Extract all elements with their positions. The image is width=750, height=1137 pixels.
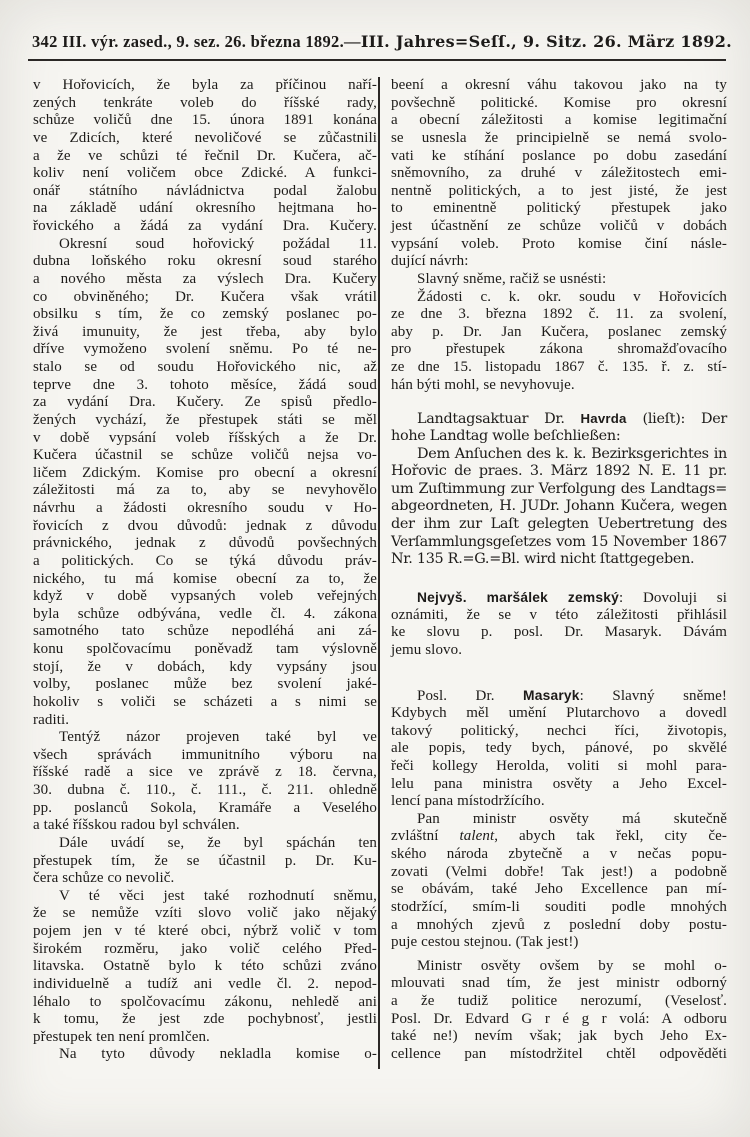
text-line: žených vychází, že přestupek státi se měl: [33, 411, 377, 428]
text-line: Verſammlungsgeſetzes vom 15 November 1867: [391, 533, 727, 550]
text-line: Landtagsaktuar Dr. Havrda (lieſt): Der: [417, 411, 728, 428]
text-line: schůze voličů dne 15. února 1891 konána: [33, 112, 377, 129]
text-line: aby p. Dr. Jan Kučera, poslanec zemský: [391, 323, 727, 340]
text-line: Posl. Dr. Masaryk: Slavný sněme!: [417, 688, 727, 705]
text-line: řovického a žádá za vydání Dra. Kučery.: [33, 218, 377, 234]
text-line: oznámiti, že se v této záležitosti přihlásil: [391, 606, 727, 623]
text-line: stodržící, smím-li souditi podle mnohých: [391, 898, 727, 915]
page-header: [32, 32, 733, 52]
text-line: k tomu, že jest zde pochybnosť, jestli: [33, 1011, 377, 1028]
text-line: jemu slovo.: [391, 641, 463, 658]
text-line: řeči kollegy Herolda, voliti si mohl para-: [391, 757, 727, 774]
text-line: Na tyto důvody nekladla komise o-: [59, 1046, 377, 1063]
text-line: Hořovic de praes. 3. März 1892 N. E. 11 pr.: [391, 463, 727, 480]
text-line: beení a okresní váhu takovou jako na ty: [391, 77, 727, 93]
text-line: hán býti mohl, se nevyhovuje.: [391, 376, 575, 393]
bold-name: Masaryk: [523, 688, 580, 704]
bold-name: Havrda: [580, 411, 627, 427]
text-line: dující návrh:: [391, 253, 469, 270]
text-line: zených tenkráte voleb do říšské rady,: [33, 94, 377, 111]
text-line: když v době vypsaných voleb veřejných: [33, 588, 377, 605]
text-line: a politických. Co se týká důvodu práv-: [33, 552, 377, 569]
text-line: onář státního návládnictva podal žalobu: [33, 182, 377, 199]
text-line: teprve dne 3. tohoto měsíce, žádá soud: [33, 376, 377, 393]
text-line: hohe Landtag wolle beſchließen:: [391, 427, 621, 444]
text-line: takový politický, nechci říci, životopis,: [391, 722, 727, 739]
text-line: V té věci jest také rozhodnutí sněmu,: [59, 887, 377, 904]
right-column: [380, 77, 727, 1069]
text-line: přestupek ten není promlčen.: [33, 1028, 210, 1045]
text-line: hokoliv s voliči se scházeti a s nimi se: [33, 693, 377, 710]
text-line: říšské radě a sice ve zprávě z 18. června,: [33, 764, 377, 781]
text-line: a mnohých zjevů z poslední doby postu-: [391, 916, 727, 933]
text-line: a že tudiž politice nerozumí, (Veselosť.: [391, 993, 727, 1009]
text-line: koliv není voličem obce Zdické. A funkci-: [33, 165, 377, 182]
text-line: to eminentně politický přestupek jako: [391, 200, 727, 217]
text-line: nentně politických, a to jest jisté, že jest: [391, 182, 727, 199]
text-line: se usnesla že principielně se nemá svolo-: [391, 129, 727, 146]
text-line: 30. dubna č. 110., č. 111., č. 211. ohledně: [33, 782, 377, 798]
text-line: pojem jen v té které obci, nýbrž volič v tom: [33, 923, 377, 939]
text-line: Nejvyš. maršálek zemský: Dovoluji si: [417, 589, 727, 606]
text-line: puje cestou stejnou. (Tak jest!): [391, 934, 579, 951]
text-line: vypsání voleb. Proto komise činí násle-: [391, 235, 727, 252]
text-line: Slavný sněme, račiž se usnésti:: [417, 270, 607, 287]
text-line: ve Zdicích, které nevoličové se zůčastnili: [33, 129, 377, 146]
text-line: a nového města za výslech Dra. Kučery: [33, 270, 377, 287]
text-line: také ne!) nevím však; jak bych Jeho Ex-: [391, 1028, 727, 1045]
text-line: ke slovu p. posl. Dr. Masaryk. Dávám: [391, 624, 727, 641]
text-line: pro přestupek zákona shromažďovacího: [391, 341, 727, 358]
text-line: zovati (Velmi dobře! Tak jest!) a podobně: [391, 863, 727, 880]
header-dash: —: [344, 32, 361, 51]
text-line: právnického, jednak z důvodů povšechných: [33, 535, 377, 552]
text-line: ze dne 3. března 1892 č. 11. za svolení,: [391, 306, 727, 323]
text-line: pp. poslanců Sokola, Kramáře a Veselého: [33, 799, 377, 816]
left-column: [33, 77, 377, 1069]
text-line: um Zuſtimmung zur Verfolgung des Landtags=: [391, 480, 727, 497]
text-line: Pan ministr osvěty má skutečně: [417, 810, 727, 827]
text-line: Žádosti c. k. okr. soudu v Hořovicích: [417, 288, 727, 305]
text-line: za vydání Dra. Kučery. Ze spisů předlo-: [33, 394, 377, 411]
text-line: na základě udání okresního hejtmana ho-: [33, 200, 377, 217]
text-line: dříve vymoženo svolení sněmu. Po té ne-: [33, 341, 377, 358]
text-line: Okresní soud hořovický požádal 11.: [59, 235, 377, 252]
text-line: byla schůze odbývána, vedle čl. 4. zákona: [33, 605, 377, 622]
text-line: a obecní záležitosti a komise legitimační: [391, 112, 727, 129]
text-line: zvláštní talent, abych tak řekl, city če-: [391, 828, 727, 845]
text-line: širokém rozměru, jako volič celého Před-: [33, 940, 377, 957]
text-line: individuelně a tudíž ani vedle čl. 2. nepod-: [33, 975, 377, 992]
text-line: lelu pana ministra osvěty a Jeho Excel-: [391, 775, 727, 792]
text-line: Posl. Dr. Edvard G r é g r volá: A odboru: [391, 1010, 727, 1027]
text-line: lencí pana místodržícího.: [391, 793, 545, 810]
text-line: Nr. 135 R.=G.=Bl. wird nicht ſtattgegeben.: [391, 551, 695, 568]
text-line: v Hořovicích, že byla za příčinou naří-: [33, 77, 377, 93]
italic-text: talent: [459, 828, 495, 845]
text-line: řovicích z dvou důvodů: jednak z důvodu: [33, 517, 377, 534]
text-line: sněmovního, za druhé v záležitostech emi-: [391, 165, 727, 182]
text-line: čera schůze co nevolič.: [33, 870, 175, 887]
text-line: samotného tato schůze nepodléhá ani zá-: [33, 623, 377, 640]
text-line: konu spolčovacímu poněvadž tam výslovně: [33, 641, 377, 657]
text-line: stalo se od soudu Hořovického nic, až: [33, 359, 377, 375]
text-line: vati ke stíhání poslance po dobu zasedání: [391, 147, 727, 164]
text-line: léhalo to spolčovacímu zákonu, nehledě ani: [33, 993, 377, 1010]
text-line: ale popis, tedy bych, pánové, po skvělé: [391, 740, 727, 757]
text-line: ličem Zdickým. Komise pro obecní a okresní: [33, 464, 377, 481]
two-column-text: [33, 77, 728, 1069]
text-line: abgeordneten, H. JUDr. Johann Kučera, wegen: [391, 498, 727, 515]
header-german-session-date: III. Jahres=Seſſ., 9. Sitz. 26. März 1892.: [360, 32, 733, 51]
bold-name: Nejvyš. maršálek zemský: [417, 589, 619, 605]
text-line: Dem Anſuchen des k. k. Bezirksgerichtes in: [417, 445, 727, 462]
header-czech-session-date: 342 III. výr. zased., 9. sez. 26. března 1892.: [32, 32, 345, 51]
text-line: raditi.: [33, 711, 70, 728]
text-line: se obávám, také Jeho Excellence pan mí-: [391, 881, 727, 898]
text-line: návrhu a žádosti okresního soudu v Ho-: [33, 500, 377, 516]
text-line: všech správách immunitního výboru na: [33, 746, 377, 763]
text-line: nického, tu má komise obecní za to, že: [33, 570, 377, 587]
text-line: Tentýž názor projeven také byl ve: [59, 729, 377, 746]
text-line: v době vypsání voleb říšských a že Dr.: [33, 429, 377, 446]
text-line: že se nemůže vzíti slovo volič jako nějaký: [33, 905, 377, 922]
text-line: jest účastnění ze schůze voličů v dobách: [391, 218, 727, 234]
text-line: dubna loňského roku okresní soud starého: [33, 253, 377, 270]
text-line: ského národa zbytečně a v nečas popu-: [391, 846, 727, 862]
text-line: litavska. Ostatně bylo k této schůzi zváno: [33, 958, 377, 975]
text-line: volby, poslanec může bez svolení jaké-: [33, 676, 377, 693]
text-line: a také říšskou radou byl schválen.: [33, 817, 240, 834]
text-line: záležitosti má za to, aby se nevyhovělo: [33, 482, 377, 499]
text-line: stojí, že v dobách, kdy vypsány jsou: [33, 658, 377, 675]
text-line: povšechně politické. Komise pro okresní: [391, 94, 727, 111]
text-line: přestupek tím, že se účastnil p. Dr. Ku-: [33, 852, 377, 869]
text-line: cellence pan místodržitel chtěl odpověděti: [391, 1045, 727, 1062]
text-line: Kučera účastnil se schůze voličů nejsa vo-: [33, 447, 377, 464]
text-line: Dále uvádí se, že byl spáchán ten: [59, 834, 377, 851]
text-line: ze dne 15. listopadu 1867 č. 135. ř. z. stí-: [391, 359, 727, 375]
text-line: mlouvati snad tím, že jest ministr odborný: [391, 975, 727, 992]
text-line: živá imunuity, že jest třeba, aby bylo: [33, 323, 377, 340]
text-line: der ihm zur Laſt gelegten Uebertretung des: [391, 516, 727, 532]
text-line: Ministr osvěty ovšem by se mohl o-: [417, 957, 727, 974]
text-line: obsilku s tím, že co zemský poslanec po-: [33, 306, 377, 323]
text-line: co obviněného; Dr. Kučera však vrátil: [33, 288, 377, 305]
header-rule: [28, 59, 726, 61]
text-line: a že ve schůzi té řečnil Dr. Kučera, ač-: [33, 147, 377, 164]
text-line: Kdybych měl umění Plutarchovo a dovedl: [391, 705, 727, 721]
